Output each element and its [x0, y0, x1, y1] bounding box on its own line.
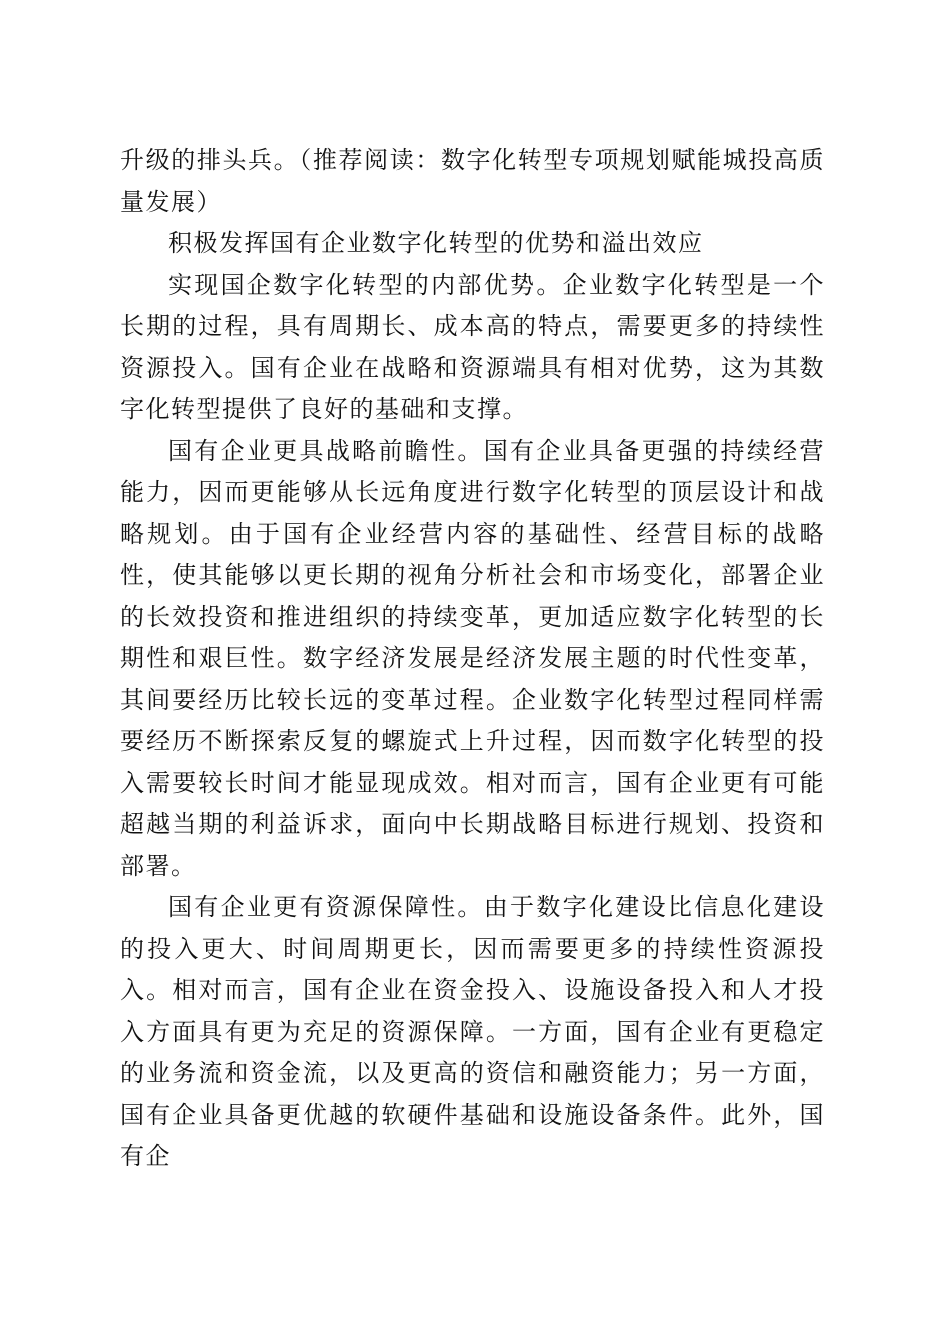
document-body — [120, 140, 825, 1178]
section-heading: 积极发挥国有企业数字化转型的优势和溢出效应 — [168, 229, 704, 257]
paragraph-continuation: 升级的排头兵。（推荐阅读：数字化转型专项规划赋能城投高质量发展） — [120, 146, 825, 216]
paragraph-internal-advantage: 实现国企数字化转型的内部优势。企业数字化转型是一个长期的过程，具有周期长、成本高的特点，需要更多的持续性资源投入。国有企业在战略和资源端具有相对优势，这为其数字化转型提供了良好的基础和支撑。 — [120, 270, 825, 423]
paragraph-resource-guarantee: 国有企业更有资源保障性。由于数字化建设比信息化建设的投入更大、时间周期更长，因而需要更多的持续性资源投入。相对而言，国有企业在资金投入、设施设备投入和人才投入方面具有更为充足的资源保障。一方面，国有企业有更稳定的业务流和资金流，以及更高的资信和融资能力；另一方面，国有企业具备更优越的软硬件基础和设施设备条件。此外，国有企 — [120, 893, 825, 1170]
paragraph-strategic-foresight: 国有企业更具战略前瞻性。国有企业具备更强的持续经营能力，因而更能够从长远角度进行数字化转型的顶层设计和战略规划。由于国有企业经营内容的基础性、经营目标的战略性，使其能够以更长期的视角分析社会和市场变化，部署企业的长效投资和推进组织的持续变革，更加适应数字化转型的长期性和艰巨性。数字经济发展是经济发展主题的时代性变革，其间要经历比较长远的变革过程。企业数字化转型过程同样需要经历不断探索反复的螺旋式上升过程，因而数字化转型的投入需要较长时间才能显现成效。相对而言，国有企业更有可能超越当期的利益诉求，面向中长期战略目标进行规划、投资和部署。 — [120, 436, 825, 880]
